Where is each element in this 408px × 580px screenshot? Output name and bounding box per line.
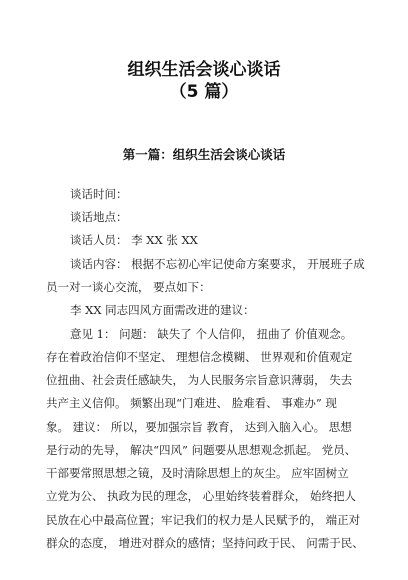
- content-line: 群众的态度， 增进对群众的感情；坚持问政于民、 问需于民、: [46, 536, 364, 550]
- talk-place-label: 谈话地点：: [70, 210, 128, 224]
- content-line: 民放在心中最高位置；牢记我们的权力是人民赋予的， 端正对: [46, 513, 361, 527]
- document-title: 组织生活会谈心谈话: [127, 60, 281, 80]
- content-line: 是行动的先导， 解决“四风” 问题要从思想观念抓起。 党员、: [46, 443, 357, 457]
- section-title: 第一篇：组织生活会谈心谈话: [122, 147, 286, 162]
- content-line: 员一对一谈心交流， 要点如下：: [46, 280, 211, 294]
- content-line: 存在着政治信仰不坚定、 理想信念模糊、 世界观和价值观定: [46, 350, 353, 364]
- content-line: 李 XX 同志四风方面需改进的建议：: [70, 303, 255, 317]
- content-line: 位扭曲、社会责任感缺失， 为人民服务宗旨意识薄弱， 失去: [46, 373, 353, 387]
- document-title-count: （5 篇）: [169, 82, 239, 102]
- content-line: 干部要常照思想之镜，及时清除思想上的灰尘。 应牢固树立: [46, 466, 349, 480]
- content-line: 意见 1： 问题： 缺失了 个人信仰， 扭曲了 价值观念。: [70, 327, 353, 341]
- content-line: 共产主义信仰。 频繁出现“门难进、 脸难看、 事难办” 现: [46, 396, 337, 410]
- talk-people: 谈话人员： 李 XX 张 XX: [70, 233, 198, 247]
- talk-time-label: 谈话时间：: [70, 187, 128, 201]
- content-line: 立党为公、 执政为民的理念， 心里始终装着群众， 始终把人: [46, 489, 356, 503]
- content-line: 象。 建议： 所以，要加强宗旨 教育， 达到入脑入心。 思想: [46, 420, 352, 434]
- content-line: 谈话内容： 根据不忘初心牢记使命方案要求， 开展班子成: [70, 257, 365, 271]
